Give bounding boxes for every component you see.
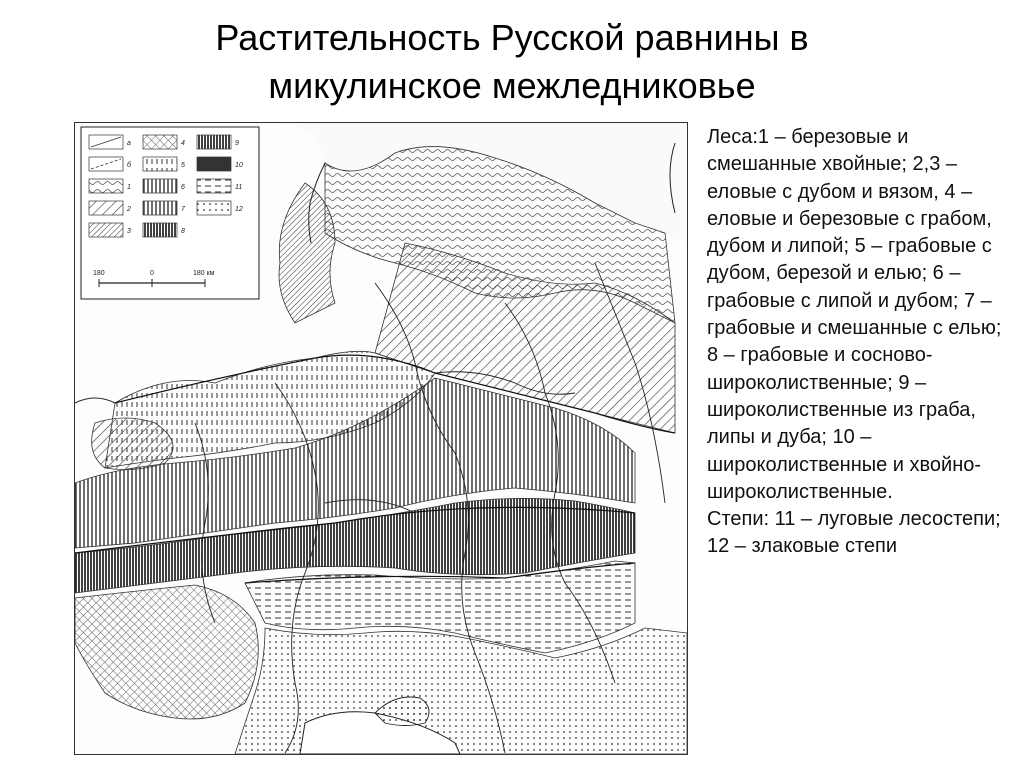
title-line-2: микулинское межледниковье <box>268 65 756 106</box>
key-label-b: б <box>127 162 131 169</box>
key-label-a: а <box>127 140 131 147</box>
map-canvas <box>75 123 687 754</box>
slide-title <box>0 14 1024 110</box>
key-label-2: 2 <box>127 206 131 213</box>
scale-label-left: 180 <box>93 270 105 277</box>
key-label-5: 5 <box>181 162 185 169</box>
key-label-12: 12 <box>235 206 243 213</box>
legend-description <box>707 124 1007 561</box>
title-line-1: Растительность Русской равнины в <box>215 17 809 58</box>
key-label-7: 7 <box>181 206 185 213</box>
key-label-9: 9 <box>235 140 239 147</box>
scale-label-zero: 0 <box>150 270 154 277</box>
zone-10-mixed-broadleaf <box>75 585 258 719</box>
key-label-3: 3 <box>127 228 131 235</box>
scale-label-right: 180 км <box>193 270 215 277</box>
legend-forests: Леса:1 – березовые и смешанные хвойные; 2,3 – еловые с дубом и вязом, 4 – еловые и березовые с грабом, дубом и липой; 5 – грабовые с дубом, березой и елью; 6 – грабовые с липой и дубом; 7 – грабовые и смешанные с елью; 8 – грабовые и сосново-широколиственные; 9 – широколиственные из граба, липы и дуба; 10 – широколиственные и хвойно-широколиственные. <box>707 126 1002 503</box>
key-label-8: 8 <box>181 228 185 235</box>
key-label-10: 10 <box>235 162 243 169</box>
key-label-4: 4 <box>181 140 185 147</box>
vegetation-map <box>74 122 688 755</box>
key-label-1: 1 <box>127 184 131 191</box>
key-label-6: 6 <box>181 184 185 191</box>
legend-steppes: Степи: 11 – луговые лесостепи; 12 – злаковые степи <box>707 508 1001 558</box>
map-key <box>81 127 259 299</box>
key-label-11: 11 <box>235 184 243 191</box>
